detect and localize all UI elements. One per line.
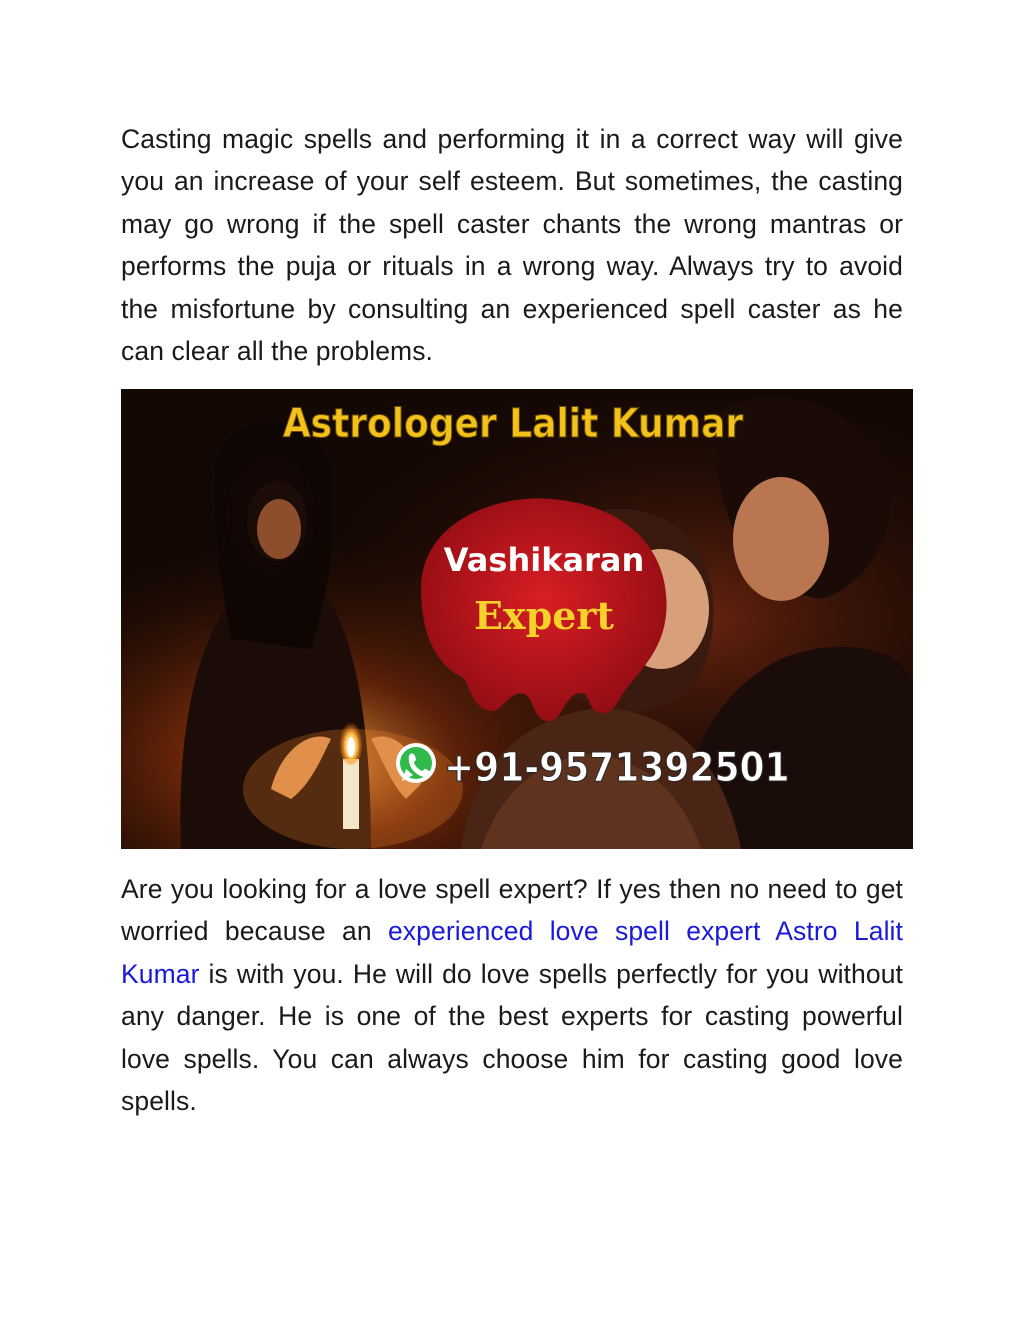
- phone-number: +91-9571392501: [444, 745, 790, 791]
- body-text-before-link: Are you looking for a love spell expert? If yes then no need to get worried because an: [121, 874, 903, 947]
- banner-title: Astrologer Lalit Kumar: [282, 401, 744, 447]
- body-paragraph: [121, 868, 903, 1122]
- whatsapp-icon: [396, 743, 436, 783]
- document-page: [121, 118, 903, 372]
- banner-image: [121, 389, 913, 849]
- badge-line2: Expert: [474, 593, 614, 638]
- intro-paragraph: Casting magic spells and performing it in a correct way will give you an increase of your self esteem. But sometimes, the casting may go wrong if the spell caster chants the wrong mantras or performs the puja or rituals in a wrong way. Always try to avoid the misfortune by consulting an experienced spell caster as he can clear all the problems.: [121, 124, 903, 367]
- body-section: [121, 868, 903, 1122]
- body-text-after-link: is with you. He will do love spells perfectly for you without any danger. He is one of the best experts for casting powerful love spells. You can always choose him for casting good love spells.: [121, 958, 903, 1117]
- love-spell-expert-link[interactable]: experienced love spell expert Astro Lalit Kumar: [121, 916, 904, 989]
- banner-illustration: [121, 389, 913, 849]
- badge-line1: Vashikaran: [443, 541, 645, 579]
